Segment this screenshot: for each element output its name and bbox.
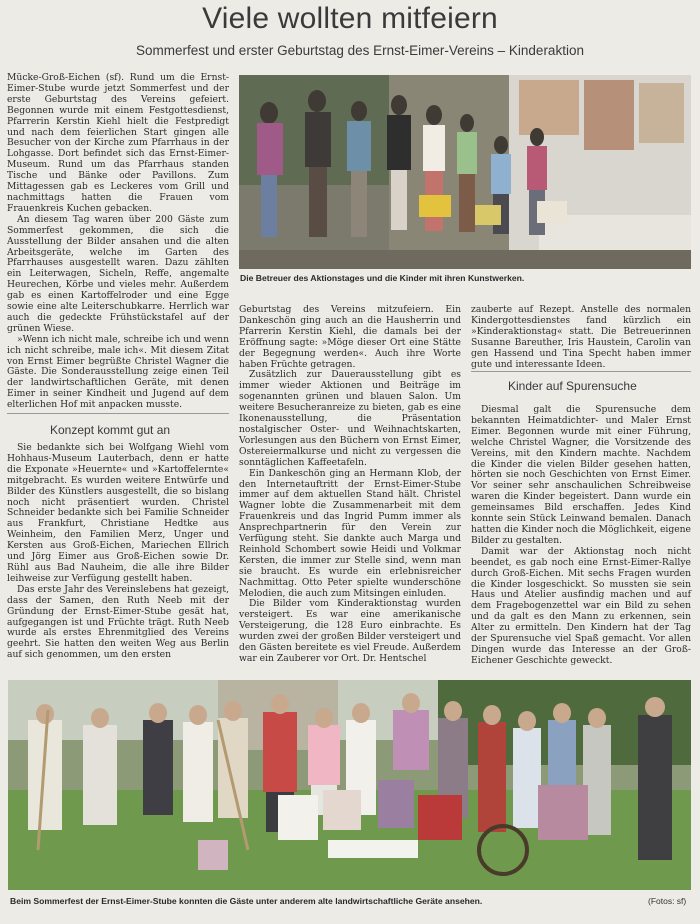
article-column-3b (471, 405, 691, 667)
photo-image (8, 680, 691, 890)
paragraph: Sie bedankte sich bei Wolfgang Wiehl vom Hohhaus-Museum Lauterbach, denn er hatte die Exponate »Heuernte« und »Kartoffelernte« mitgebracht. Es wurden weitere Entwürfe und Bilder des Künstlers ausgestellt, die so bislang noch nicht präsentiert wurden. Christel Schneider bedankte sich bei Familie Schneider aus Frankfurt, Christiane Hedtke aus Weinheim, den Familien Merz, Unger und Kersten aus Groß-Eichen, Mariechen Ellrich und Jörg Eimer aus Groß-Eichen sowie Dr. Rühl aus Bad Nauheim, die alle ihre Bilder leihweise zur Verfügung gestellt haben. (7, 442, 229, 584)
paragraph: Damit war der Aktionstag noch nicht beendet, es gab noch eine Ernst-Eimer-Rallye durch Groß-Eichen. Mit sechs Fragen wurden die Kinder losgeschickt. So mussten sie sein Haus und Atelier ausfindig machen und auf dem Fragebogenzettel war ein Bild zu sehen und da galt es den Mann zu erkennen, sein Alter zu ermitteln. Den Kindern hat der Tag der Spurensuche viel Spaß gemacht. Vor allen Dingen wurde das Interesse an der Groß-Eichener Geschichte geweckt. (471, 545, 691, 666)
photo-summer-festival-group (8, 680, 691, 890)
photo-image (239, 75, 691, 269)
photo-caption-bottom: Beim Sommerfest der Ernst-Eimer-Stube konnten die Gäste unter anderem alte landwirtschaftliche Geräte ansehen. (10, 896, 483, 906)
photo-credit: (Fotos: sf) (648, 896, 687, 906)
paragraph: Diesmal galt die Spurensuche dem bekannten Heimatdichter- und Maler Ernst Eimer. Begonnen wurde mit einer Führung, welche Christel Wagner, die Vorsitzende des Vereins, mit den Kindern machte. Nachdem die Kinder die vielen Bilder gesehen hatten, hörten sie noch Geschichten von Ernst Eimer. Vor seiner sehr anschaulichen Schreibweise waren die Kinder begeistert. Dann wurde ein gemeinsames Bild erschaffen. Jedes Kind konnte sein Stück Leinwand bemalen. Danach hatten die Kinder noch die Möglichkeit, eigene Bilder zu gestalten. (471, 404, 691, 546)
paragraph: Das erste Jahr des Vereinslebens hat gezeigt, dass der Samen, den Ruth Neeb mit der Gründung der Ernst-Eimer-Stube gesät hat, aufgegangen ist und Früchte trägt. Ruth Neeb wurde als erstes Ehrenmitglied des Vereins geehrt. Sie hatten den weiten Weg aus Berlin auf sich genommen, um den ersten (7, 583, 229, 661)
paragraph: Zusätzlich zur Dauerausstellung gibt es immer wieder Aktionen und Beiträge im sogenannten grünen und blauen Salon. Um weitere Besucheranreize zu bieten, gab es eine Ikonenausstellung, die Präsentation nostalgischer Oster- und Weihnachtskarten, Vorlesungen aus den Büchern von Ernst Eimer, Ostereiermalkurse und nicht zu vergessen die sonntäglichen Kaffeetafeln. (239, 369, 461, 468)
article-column-1 (7, 73, 229, 411)
paragraph: Die Bilder vom Kinderaktionstag wurden versteigert. Es war eine amerikanische Versteigerung, die 128 Euro einbrachte. Es wurden zwei der großen Bilder versteigert und den Gästen bereitete es viel Freude. Außerdem war ein Zauberer vor Ort. Dr. Hentschel (239, 598, 461, 664)
section-rule (7, 413, 229, 414)
article-column-1b (7, 443, 229, 661)
section-heading-spurensuche: Kinder auf Spurensuche (508, 379, 637, 393)
paragraph: Geburtstag des Vereins mitzufeiern. Ein Dankeschön ging auch an die Hausherrin und Pfarrerin Kerstin Kiehl, die damals bei der Eröffnung sagte: »Möge dieser Ort eine Stätte der Begegnung werden«. Auch ihre Worte haben Früchte getragen. (239, 304, 461, 370)
photo-caption-top: Die Betreuer des Aktionstages und die Kinder mit ihren Kunstwerken. (240, 273, 525, 283)
paragraph: Mücke-Groß-Eichen (sf). Rund um die Ernst-Eimer-Stube wurde jetzt Sommerfest und der erste Geburtstag des Vereins gefeiert. Begonnen wurde mit einem Festgottesdienst, Pfarrerin Kerstin Kiehl hielt die Festpredigt und nach dem feierlichen Start gingen alle Besucher von der Kirche zum Pfarrhaus in der Lohgasse. Dort befindet sich das Ernst-Eimer-Museum. Rund um das Pfarrhaus standen Tische und Bänke oder Pavillons. Zum Mittagessen gab es Leckeres vom Grill und nachmittags hatten die Frauen vom Frauenkreis Kuchen gebacken. (7, 72, 229, 214)
subheadline: Sommerfest und erster Geburtstag des Ernst-Eimer-Vereins – Kinderaktion (136, 43, 584, 58)
paragraph: zauberte auf Rezept. Anstelle des normalen Kindergottesdienstes fand kürzlich ein »Kinderaktionstag« statt. Die Betreuerinnen Susanne Bareuther, Iris Haustein, Carolin van gen Hassend und Tina Specht haben immer gute und interessante Ideen. (471, 304, 691, 370)
section-heading-konzept: Konzept kommt gut an (50, 423, 171, 437)
article-column-3 (471, 305, 691, 370)
photo-children-artworks (239, 75, 691, 269)
paragraph: »Wenn ich nicht male, schreibe ich und wenn ich nicht schreibe, male ich«. Mit diesem Zitat von Ernst Eimer begrüßte Christel Wagner die Gäste. Die Sonderausstellung zeige einen Teil der landwirtschaftlichen Geräte, mit denen Eimer in seiner Kindheit und Jugend auf dem elterlichen Hof mit anpacken musste. (7, 333, 229, 411)
headline: Viele wollten mitfeiern (202, 2, 498, 35)
paragraph: Ein Dankeschön ging an Hermann Klob, der den Internetauftritt der Ernst-Eimer-Stube immer auf dem aktuellen Stand hält. Christel Wagner lobte die Zusammenarbeit mit dem Frauenkreis und das Ingrid Pumm immer als Ansprechpartnerin für den Verein zur Verfügung steht. Sie dankte auch Marga und Reinhold Schombert sowie Heidi und Volkmar Kersten, die immer zur Stelle sind, wenn man sie braucht. Es wurde ein erlebnisreicher Nachmittag. Otto Peter spielte wunderschöne Melodien, die auch zum Mitsingen einluden. (239, 467, 461, 599)
article-column-2 (239, 305, 461, 665)
section-rule (471, 371, 691, 372)
paragraph: An diesem Tag waren über 200 Gäste zum Sommerfest gekommen, die sich die Ausstellung der Bilder ansahen und die alten Arbeitsgeräte, welche im Garten des Pfarrhauses ausgestellt waren. Dazu zählten ein Leiterwagen, Sicheln, Reffe, angemalte Heurechen, Körbe und vieles mehr. Außerdem gab es einen Kartoffelroder und eine Egge sowie eine alte Leiterschubkarre. Herrlich war auch die gedeckte Frühstückstafel auf der grünen Wiese. (7, 213, 229, 334)
